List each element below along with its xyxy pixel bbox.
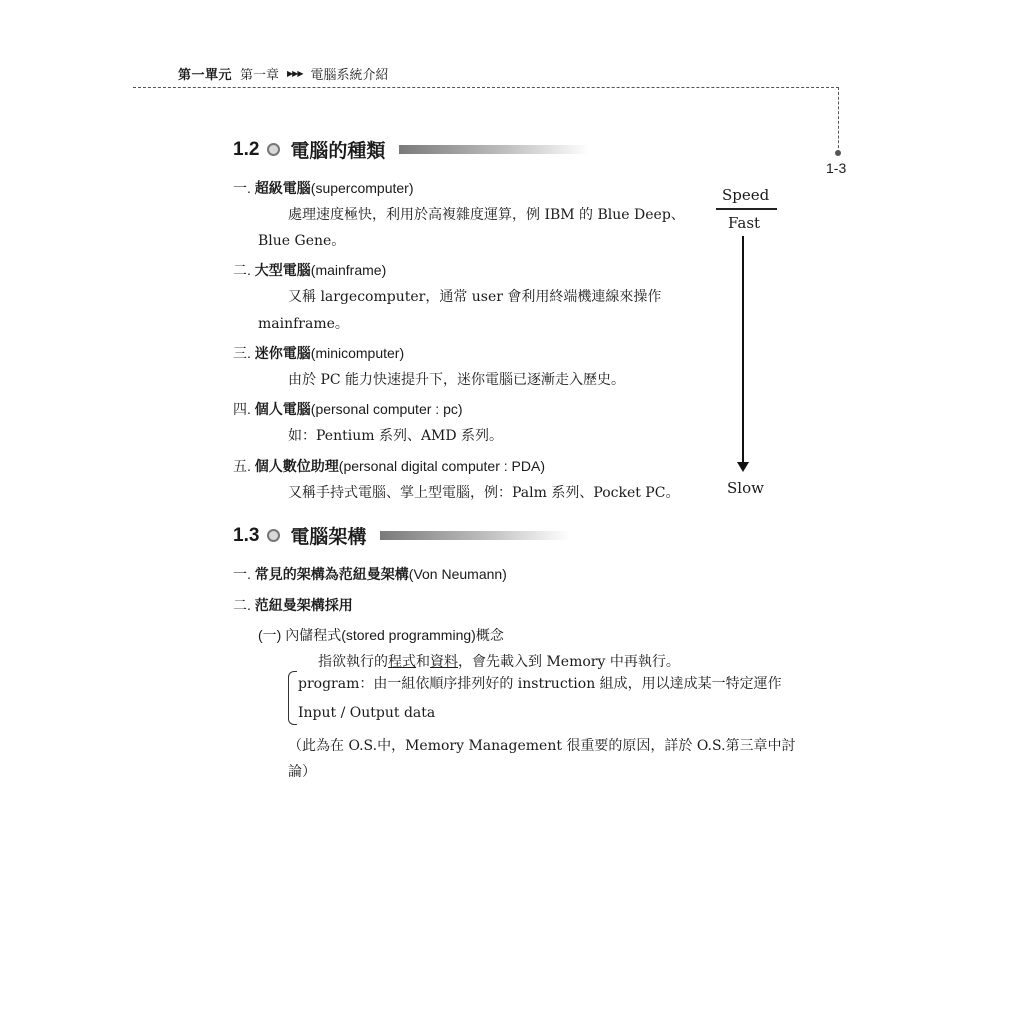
section-heading-1-2	[233, 136, 589, 163]
item-description-cont: mainframe。	[258, 316, 349, 332]
desc-pre: 指欲執行的	[318, 654, 388, 670]
note-line-2: 論）	[288, 764, 316, 780]
page-number: 1-3	[826, 160, 847, 176]
list-item-architecture	[233, 564, 507, 584]
chapter-label: 第一章	[240, 67, 280, 82]
item-description: 由於 PC 能力快速提升下，迷你電腦已逐漸走入歷史。	[288, 372, 626, 388]
bullet-icon	[267, 529, 280, 542]
header-rule	[133, 87, 839, 88]
heading-bar	[399, 145, 589, 154]
item-term: 范紐曼架構採用	[254, 597, 353, 613]
item-term: 常見的架構為范紐曼架構	[254, 566, 409, 582]
arrows-icon: ▶▶▶	[287, 69, 303, 78]
item-english: (mainframe)	[310, 262, 387, 278]
section-number: 1.3	[233, 524, 260, 546]
rule-end-dot	[835, 150, 841, 156]
item-term: 迷你電腦	[254, 345, 311, 361]
speed-fast-label: Fast	[728, 214, 761, 232]
section-title: 電腦的種類	[290, 141, 386, 162]
bullet-icon	[267, 143, 280, 156]
unit-label: 第一單元	[178, 67, 233, 82]
stored-program-desc	[318, 651, 680, 671]
sub-term: 內儲程式	[285, 627, 342, 643]
note-line-1: （此為在 O.S.中，Memory Management 很重要的原因，詳於 O.S.第三章中討	[288, 738, 796, 754]
header-rule-vertical	[838, 87, 839, 153]
item-term: 個人電腦	[254, 401, 311, 417]
arrow-down-icon	[737, 462, 749, 472]
item-term: 超級電腦	[254, 180, 311, 196]
speed-arrow-line	[742, 236, 744, 464]
sub-item-stored-program	[258, 625, 504, 645]
brace-io-line: Input / Output data	[298, 705, 436, 721]
item-english: (supercomputer)	[310, 180, 414, 196]
item-description: 又稱 largecomputer，通常 user 會利用終端機連線來操作	[288, 289, 662, 305]
item-english: (Von Neumann)	[408, 566, 507, 582]
item-english: (personal digital computer : PDA)	[338, 458, 545, 474]
speed-label: Speed	[722, 186, 770, 204]
item-marker: 三.	[233, 345, 251, 361]
list-item-von-neumann	[233, 595, 353, 615]
desc-data: 資料	[430, 654, 458, 670]
list-item-mainframe	[233, 260, 386, 280]
item-marker: 一.	[233, 566, 251, 582]
section-title: 電腦架構	[290, 527, 367, 548]
brace-icon	[288, 671, 297, 725]
speed-slow-label: Slow	[727, 479, 764, 497]
list-item-personal-computer	[233, 399, 463, 419]
sub-english: (stored programming)	[341, 627, 476, 643]
item-marker: 二.	[233, 262, 251, 278]
desc-program: 程式	[388, 654, 416, 670]
item-marker: 二.	[233, 597, 251, 613]
item-description: 處理速度極快，利用於高複雜度運算，例 IBM 的 Blue Deep、	[288, 207, 685, 223]
item-marker: 五.	[233, 458, 251, 474]
item-description: 如：Pentium 系列、AMD 系列。	[288, 428, 504, 444]
chapter-topic: 電腦系統介紹	[310, 67, 389, 82]
desc-post: ，會先載入到 Memory 中再執行。	[458, 654, 680, 670]
item-english: (personal computer : pc)	[310, 401, 463, 417]
item-term: 個人數位助理	[254, 458, 339, 474]
running-header	[178, 64, 389, 83]
speed-rule	[716, 208, 777, 210]
heading-bar	[380, 531, 570, 540]
desc-mid: 和	[416, 654, 430, 670]
sub-tail: 概念	[475, 627, 504, 643]
item-marker: 四.	[233, 401, 251, 417]
item-marker: 一.	[233, 180, 251, 196]
list-item-supercomputer	[233, 178, 413, 198]
section-heading-1-3	[233, 522, 570, 549]
list-item-minicomputer	[233, 343, 404, 363]
list-item-pda	[233, 456, 545, 476]
section-number: 1.2	[233, 138, 260, 160]
brace-program-line: program：由一組依順序排列好的 instruction 組成，用以達成某一特定運作	[298, 676, 782, 692]
item-description: 又稱手持式電腦、掌上型電腦，例：Palm 系列、Pocket PC。	[288, 485, 680, 501]
item-term: 大型電腦	[254, 262, 311, 278]
item-description-cont: Blue Gene。	[258, 233, 346, 249]
sub-marker: (一)	[258, 627, 282, 643]
item-english: (minicomputer)	[310, 345, 405, 361]
